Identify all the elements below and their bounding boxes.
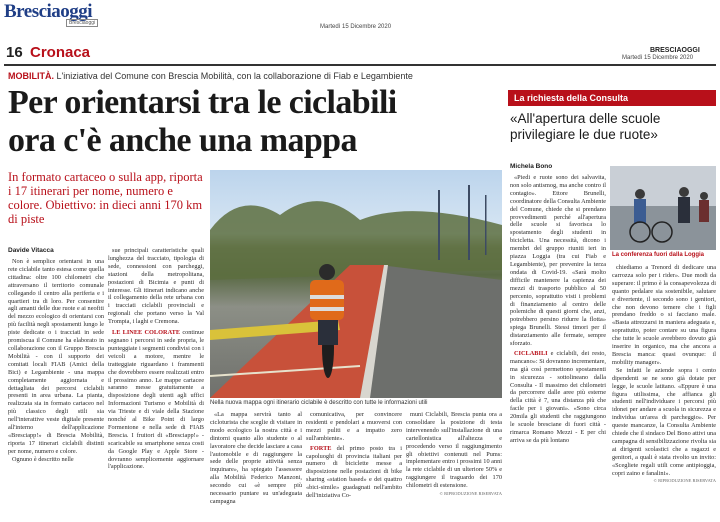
sidebar-col2b-text: Se infatti le aziende sopra i cento dipendenti se ne sono già dotate per legge, le scuole latitano. «Eppure è una figura utilissima, che affianca gli studenti nell'individuare i percorsi più idonei per andare a scuola in sicurezza e individua un'area di parcheggio». Per queste mancanze, la Consulta Ambiente chiede che il sindaco Del Bono attivi una campagna di sensibilizzazione rivolta sia ai dirigenti scolastici che a ragazzi e genitori, a quali è stata rivolto un invito: «Scegliete regali utili come antipioggia, copri zaino e fanalini». <box>612 366 716 477</box>
sidebar-col2-text: chiediamo a Trenord di dedicare una carrozza solo per i rider». Due modi da superare: il primo è la consapevolezza di quanto pedalare sia sostenibile, salutare e divertente, il secondo sono i genitori, che non devono temere che i figli prendano freddo o si facciano male. «Basta attrezzarsi in maniera adeguata e, soprattutto, poter contare su una figura che tutte le scuole avrebbero dovuto già inserire in organico, ma che ancora a Brescia manca: quasi ovunque: il mobility manager». <box>612 264 716 366</box>
headline-line-2: ora c'è anche una mappa <box>8 122 357 159</box>
page-header <box>0 30 720 66</box>
forte-text: del primo posto tra i capoluoghi di provincia italiani per numero di biciclette messe a disposizione nelle postazioni di bike sharing «station based» e dei quattro «bici-simile» guadagnati nell'ambito dell'iniziativa Co- <box>306 444 402 500</box>
sidebar-col1-text: «Piedi e ruote sono dei salvavita, non solo antismog, ma anche contro il contagio». Ettore Brunelli, coordinatore della Consulta Ambiente del Comune, chiede che si prendano provvedimenti perché all'apertura delle scuole si favorisca lo spostamento degli studenti in bicicletta. Una necessità, dicono i membri del gruppo riuniti ieri in piazza Loggia (tra cui Fiab e Legambiente), per prevenire la terza ondata di Covid-19. «Sarà molto difficile mantenere la capienza dei mezzi di trasporto pubblico al 50 percento, soprattutto visti i problemi di finanziamento al centro delle polemiche di questi giorni che, anzi, potrebbero persino ridurre la flotta» spiega Brunelli. Stessi timori per il distanziamento alle fermate, sempre sforzato. <box>510 174 606 348</box>
article-col1-text: Non è semplice orientarsi in una rete ciclabile tanto estesa come quella cittadina: oltre 100 chilometri che attraversano il territorio comunale collegando il centro alla periferia e i quartieri tra di loro. Per consentire agli amanti delle due ruote e ai neofiti del mezzo ecologico di orientarsi con più facilità negli spostamenti lungo le piste dedicate o i tracciati in sede promiscua il Comune ha elaborato in collaborazione con il Gruppo Brescia Mobilità - con il supporto dei comitati locali FIAB (Amici della Bici) e Legambiente - una mappa completamente aggiornata e dettagliata dei percorsi ciclabili presenti in area urbana. La pianta, realizzata sia in formato cartaceo nel più classico degli stili sia nell'interattive veste digitale presente all'interno dell'applicazione «Bresciapp!» di Brescia Mobilità, riporta 17 itinerari ciclabili distinti per nome, numero e colore. <box>8 258 104 455</box>
masthead <box>0 0 720 30</box>
sidebar <box>508 90 716 520</box>
sidebar-column-1 <box>510 174 606 520</box>
kicker <box>8 71 413 81</box>
subhead: In formato cartaceo o sulla app, riporta i 17 itinerari per nome, numero e colore. Obiettivo: in dieci anni 170 km di piste <box>8 170 203 226</box>
sidebar-headline: «All'apertura delle scuole privilegiare le due ruote» <box>510 111 661 142</box>
forte-label: FORTE <box>310 444 332 452</box>
article-col5-text: muni Ciclabili, Brescia punta ora a consolidare la posizione di testa intervenendo sull'installazione di una cartellonistica all'altezza e procedendo verso il raggiungimento gli obiettivi contenuti nel Pums: implementare entro i prossimi 10 anni la rete ciclabile di un ulteriore 50% e raggiungere il traguardo dei 170 chilometri di estensione. <box>406 411 502 490</box>
sidebar-copyright: © RIPRODUZIONE RISERVATA <box>653 478 716 484</box>
section-name: Cronaca <box>30 44 91 61</box>
article-col4-text: comunicativa, per convincere residenti e pendolari a muoversi con mezzi puliti e a impatto zero sull'ambiente». <box>306 411 402 442</box>
cyclist-photo-illustration <box>210 170 502 398</box>
article-column-3 <box>210 411 302 520</box>
masthead-date: Martedì 15 Dicembre 2020 <box>320 24 392 30</box>
masthead-badge: Bresciaoggi <box>66 19 98 27</box>
article-copyright: © RIPRODUZIONE RISERVATA <box>439 491 502 497</box>
sidebar-column-2 <box>612 264 716 520</box>
ciclabili-text: e ciclabili, dei resto, mancano»: Si dovranno incrementare, ma già così permettono spostamenti in sicurezza - sottolineano dalla Consulta - Il massimo dei chilometri da percorrere dalle aree più esterne della città è 7, una distanza più che facile per i giovani». «Sono circa 20mila gli studenti che raggiungono le scuole bresciane di fuori città - rimarca Romano Mezzi - E per chi arriva se da più lontano <box>510 349 606 444</box>
ciclabili-label: CICLABILI <box>514 349 548 357</box>
article-col3-text: mappa servirà tanto al cicloturista che sceglie di visitare in modo ecologico la nostra città e i dintorni quanto allo studente o al lavoratore che decide lasciare a casa l'automobile e di raggiungere la sede delle proprie attività senza inquinare», ha spiegato l'assessore alla Mobilità Federico Manzoni, secondo cui «è sempre più necessario puntare su un'adeguata campagna <box>210 411 302 505</box>
sidebar-section-label: La richiesta della Consulta <box>508 90 716 106</box>
header-rule <box>4 64 716 66</box>
main-photo-caption: Nella nuova mappa ogni itinerario ciclabile è descritto con tutte le informazioni utili <box>210 400 428 406</box>
article-column-1 <box>8 258 104 520</box>
col3-start: «La <box>214 411 224 418</box>
byline: Davide Vitacca <box>8 247 54 254</box>
masthead-logo: Bresciaoggi <box>4 1 93 22</box>
conference-photo-illustration <box>610 166 716 250</box>
sidebar-byline: Michela Bono <box>510 163 553 170</box>
article-column-4 <box>306 411 402 520</box>
kicker-label: MOBILITÀ. <box>8 71 54 81</box>
linee-text: continue segnano i percorsi in sede propria, le punteggiate i segmenti condivisi con i veicoli a motore, mentre le tratteggiate riguardano i frammenti che dovrebbero essere realizzati entro il prossimo anno. Le mappe cartacee saranno messe gratuitamente a disposizione degli utenti agli uffici Informazioni Turismo e Mobilità di via Trieste e di viale della Stazione nonché al Bike Point di largo Formentone e nella sede di FIAB Brescia. I fruitori di «Bresciapp!» - scaricabile su smartphone senza costi da Google Play e Apple Store - dovranno semplicemente aggiornare l'applicazione. <box>108 329 204 471</box>
main-photo <box>210 170 502 398</box>
linee-label: LE LINEE COLORATE <box>112 329 181 337</box>
header-right-date: Martedì 15 Dicembre 2020 <box>622 55 694 61</box>
header-right-logo: BRESCIAOGGI <box>650 47 700 54</box>
article-column-2 <box>108 247 204 520</box>
sidebar-photo <box>610 166 716 250</box>
sidebar-photo-caption: La conferenza fuori dalla Loggia <box>612 252 705 258</box>
article-column-5 <box>406 411 502 520</box>
page-number: 16 <box>6 44 23 61</box>
article-col1-end: Ognuno è descritto nelle <box>12 455 74 463</box>
article-col2-text: sue principali caratteristiche quali lunghezza del tracciato, tipologia di sede, connessioni con parcheggi, stazioni della metropolitana, postazioni di Bicimia e punti di interesse. Gli itinerari indicano anche il collegamento della rete urbana con i tracciati ciclabili provinciali e regionali che portano verso la Val Trompia, i laghi e Cremona. <box>108 247 204 326</box>
headline-line-1: Per orientarsi tra le ciclabili <box>8 84 397 121</box>
headline <box>8 84 510 160</box>
kicker-text: L'iniziativa del Comune con Brescia Mobilità, con la collaborazione di Fiab e Legambiente <box>56 71 413 81</box>
